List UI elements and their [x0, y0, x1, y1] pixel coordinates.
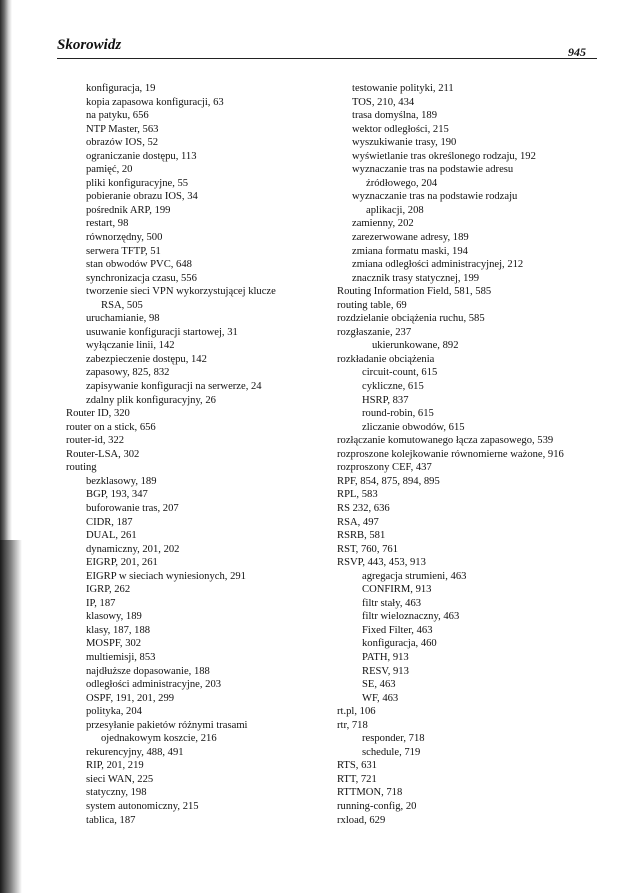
index-entry: buforowanie tras, 207	[86, 502, 179, 514]
index-entry: NTP Master, 563	[86, 123, 159, 135]
index-entry: ograniczanie dostępu, 113	[86, 150, 197, 162]
index-entry: stan obwodów PVC, 648	[86, 259, 192, 271]
index-entry: aplikacji, 208	[366, 204, 424, 216]
index-entry: Router ID, 320	[66, 408, 130, 420]
index-entry: ukierunkowane, 892	[372, 340, 459, 352]
index-entry: zamienny, 202	[352, 218, 414, 230]
index-entry: dynamiczny, 201, 202	[86, 543, 180, 555]
index-entry: RSVP, 443, 453, 913	[337, 557, 426, 569]
index-entry: RPF, 854, 875, 894, 895	[337, 475, 440, 487]
index-entry: router on a stick, 656	[66, 421, 156, 433]
index-entry: odległości administracyjne, 203	[86, 679, 222, 691]
index-entry: cykliczne, 615	[362, 381, 424, 393]
index-entry: znacznik trasy statycznej, 199	[352, 272, 480, 284]
index-entry: testowanie polityki, 211	[352, 83, 454, 94]
index-entry: IGRP, 262	[86, 584, 131, 596]
index-entry: wyłączanie linii, 142	[86, 340, 175, 352]
index-entry: przesyłanie pakietów różnymi trasami	[86, 719, 248, 731]
index-entry: MOSPF, 302	[86, 638, 142, 650]
index-entry: synchronizacja czasu, 556	[86, 272, 197, 284]
index-entry: zabezpieczenie dostępu, 142	[86, 353, 207, 365]
index-entry: zapasowy, 825, 832	[86, 367, 170, 379]
index-entry: rozłączanie komutowanego łącza zapasowego, 539	[337, 435, 554, 447]
index-entry: CIDR, 187	[86, 516, 133, 528]
index-entry: RTT, 721	[337, 773, 377, 785]
index-entry: filtr wieloznaczny, 463	[362, 611, 460, 623]
index-entry: konfiguracja, 460	[362, 638, 437, 650]
index-entry: rozproszone kolejkowanie równomierne ważone, 916	[337, 448, 564, 460]
index-entry: rxload, 629	[337, 814, 386, 826]
index-entry: tworzenie sieci VPN wykorzystującej klucze	[86, 286, 276, 298]
index-entry: zmiana formatu maski, 194	[352, 245, 468, 257]
index-entry: RSA, 497	[337, 516, 379, 528]
index-column-right	[0, 82, 630, 827]
index-entry: TOS, 210, 434	[352, 96, 415, 108]
index-entry: Routing Information Field, 581, 585	[337, 286, 492, 298]
index-entry: pośrednik ARP, 199	[86, 204, 171, 216]
index-entry: zdalny plik konfiguracyjny, 26	[86, 394, 216, 406]
header-rule	[57, 58, 597, 59]
index-entry: RSA, 505	[101, 299, 143, 311]
index-entry: zliczanie obwodów, 615	[362, 421, 465, 433]
index-entry: restart, 98	[86, 218, 129, 230]
index-entry: routing table, 69	[337, 299, 407, 311]
index-entry: wyznaczanie tras na podstawie rodzaju	[352, 191, 518, 203]
index-entry: RPL, 583	[337, 489, 378, 501]
index-entry: multiemisji, 853	[86, 651, 156, 663]
index-entry: RIP, 201, 219	[86, 760, 144, 772]
index-entry: HSRP, 837	[362, 394, 409, 406]
index-entry: ojednakowym koszcie, 216	[101, 733, 217, 745]
index-entry: zmiana odległości administracyjnej, 212	[352, 259, 524, 271]
index-entry: tablica, 187	[86, 814, 136, 826]
index-entry: obrazów IOS, 52	[86, 137, 159, 149]
index-entry: RTS, 631	[337, 760, 377, 772]
running-title: Skorowidz	[57, 37, 122, 53]
index-entry: PATH, 913	[362, 651, 409, 663]
index-entry: klasowy, 189	[86, 611, 142, 623]
index-entry: EIGRP w sieciach wyniesionych, 291	[86, 570, 246, 582]
index-entry: rt.pl, 106	[337, 706, 376, 718]
index-entry: uruchamianie, 98	[86, 313, 160, 325]
index-entry: sieci WAN, 225	[86, 773, 154, 785]
index-entry: OSPF, 191, 201, 299	[86, 692, 175, 704]
index-entry: CONFIRM, 913	[362, 584, 432, 596]
index-entry: zapisywanie konfiguracji na serwerze, 24	[86, 381, 262, 393]
index-entry: RESV, 913	[362, 665, 409, 677]
index-entry: rtr, 718	[337, 719, 368, 731]
index-entry: filtr stały, 463	[362, 597, 422, 609]
index-entry: responder, 718	[362, 733, 425, 745]
index-entry: routing	[66, 462, 97, 474]
index-entry: DUAL, 261	[86, 530, 137, 542]
index-entry: rozgłaszanie, 237	[337, 326, 412, 338]
index-entry: RTTMON, 718	[337, 787, 403, 799]
index-entry: konfiguracja, 19	[86, 83, 156, 94]
index-entry: statyczny, 198	[86, 787, 147, 799]
index-entry: źródłowego, 204	[366, 177, 438, 189]
index-entry: wyświetlanie tras określonego rodzaju, 192	[352, 150, 536, 162]
index-entry: rozproszony CEF, 437	[337, 462, 432, 474]
index-entry: pamięć, 20	[86, 164, 133, 176]
index-entry: klasy, 187, 188	[86, 624, 151, 636]
index-entry: router-id, 322	[66, 435, 125, 447]
index-entry: wektor odległości, 215	[352, 123, 449, 135]
index-entry: bezklasowy, 189	[86, 475, 157, 487]
index-entry: serwera TFTP, 51	[86, 245, 161, 257]
index-entry: RST, 760, 761	[337, 543, 399, 555]
index-entry: WF, 463	[362, 692, 399, 704]
index-entry: pobieranie obrazu IOS, 34	[86, 191, 198, 203]
index-entry: circuit-count, 615	[362, 367, 438, 379]
index-entry: rozkładanie obciążenia	[337, 353, 435, 365]
index-entry: trasa domyślna, 189	[352, 110, 438, 122]
index-entry: SE, 463	[362, 679, 396, 691]
index-entry: na patyku, 656	[86, 110, 149, 122]
index-entry: zarezerwowane adresy, 189	[352, 232, 469, 244]
index-entry: BGP, 193, 347	[86, 489, 148, 501]
index-entry: kopia zapasowa konfiguracji, 63	[86, 96, 224, 108]
index-entry: równorzędny, 500	[86, 232, 163, 244]
index-entry: polityka, 204	[86, 706, 142, 718]
index-entry: running-config, 20	[337, 800, 417, 812]
index-entry: IP, 187	[86, 597, 116, 609]
index-entry: najdłuższe dopasowanie, 188	[86, 665, 210, 677]
page-number: 945	[568, 45, 586, 59]
index-entry: rekurencyjny, 488, 491	[86, 746, 184, 758]
index-entry: Fixed Filter, 463	[362, 624, 433, 636]
index-entry: wyznaczanie tras na podstawie adresu	[352, 164, 514, 176]
index-entry: RS 232, 636	[337, 502, 390, 514]
index-entry: EIGRP, 201, 261	[86, 557, 158, 569]
index-entry: RSRB, 581	[337, 530, 386, 542]
index-entry: system autonomiczny, 215	[86, 800, 199, 812]
index-entry: usuwanie konfiguracji startowej, 31	[86, 326, 238, 338]
index-entry: rozdzielanie obciążenia ruchu, 585	[337, 313, 485, 325]
index-entry: Router-LSA, 302	[66, 448, 140, 460]
index-entry: agregacja strumieni, 463	[362, 570, 467, 582]
index-entry: round-robin, 615	[362, 408, 434, 420]
index-entry: schedule, 719	[362, 746, 421, 758]
index-entry: wyszukiwanie trasy, 190	[352, 137, 457, 149]
index-entry: pliki konfiguracyjne, 55	[86, 177, 189, 189]
